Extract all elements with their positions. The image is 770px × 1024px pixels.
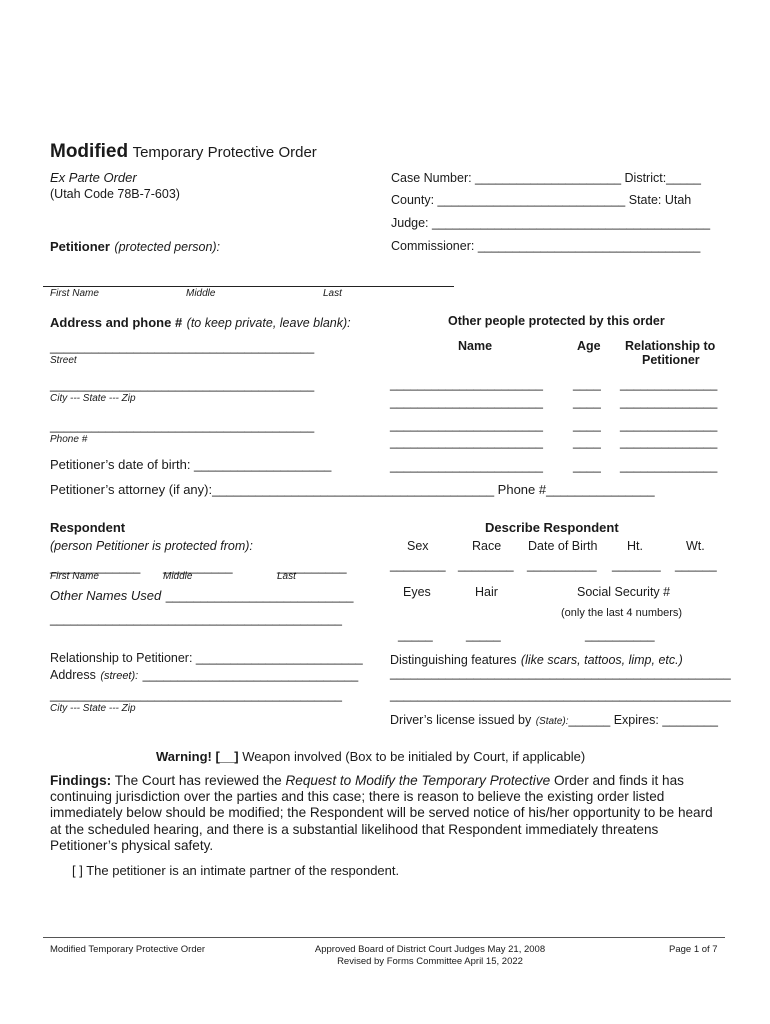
city-label: City --- State --- Zip (50, 393, 136, 404)
respondent-address-label: Address (50, 668, 96, 682)
describe-sex-field[interactable]: ________ (390, 558, 446, 572)
respondent-last-field[interactable]: __________ (277, 560, 347, 574)
others-name-3[interactable]: ______________________ (390, 418, 543, 432)
petitioner-heading (50, 238, 220, 256)
county-field[interactable]: County: ___________________________ State: Utah (391, 193, 692, 207)
intimate-partner-checkbox[interactable]: [ ] The petitioner is an intimate partner of the respondent. (72, 863, 400, 878)
judge-field[interactable]: Judge: ________________________________________ (391, 216, 711, 230)
respondent-last-label: Last (277, 571, 296, 582)
describe-ht-label: Ht. (627, 539, 643, 553)
license-field[interactable]: ______ Expires: ________ (568, 713, 718, 727)
others-age-4[interactable]: ____ (573, 435, 601, 449)
describe-wt-field[interactable]: ______ (675, 558, 717, 572)
commissioner-field[interactable]: Commissioner: ________________________________ (391, 239, 701, 253)
respondent-address-field[interactable]: _______________________________ (142, 668, 359, 682)
utah-code: (Utah Code 78B-7-603) (50, 187, 180, 201)
respondent-note: (person Petitioner is protected from): (50, 539, 253, 553)
case-number-field[interactable]: Case Number: _____________________ District:_____ (391, 171, 701, 185)
describe-eyes-label: Eyes (403, 585, 431, 599)
describe-sex-label: Sex (407, 539, 429, 553)
address-label: Address and phone # (50, 315, 183, 330)
others-rel-2[interactable]: ______________ (620, 395, 718, 409)
other-names-field[interactable]: ___________________________ (165, 589, 354, 603)
others-rel-1[interactable]: ______________ (620, 377, 718, 391)
license-label: Driver’s license issued by (390, 713, 532, 727)
describe-eyes-field[interactable]: _____ (398, 628, 433, 642)
petitioner-name-line[interactable] (43, 286, 454, 287)
petitioner-last-label: Last (323, 288, 342, 299)
others-name-1[interactable]: ______________________ (390, 377, 543, 391)
respondent-address-street: (street): (100, 670, 139, 682)
footer-left: Modified Temporary Protective Order (50, 944, 206, 955)
petitioner-note: (protected person): (114, 240, 221, 254)
respondent-first-label: First Name (50, 571, 99, 582)
warning-line (156, 749, 585, 764)
respondent-middle-label: Middle (163, 571, 193, 582)
form-title (50, 141, 317, 163)
describe-dob-label: Date of Birth (528, 539, 598, 553)
warning-box[interactable]: Warning! [__] (156, 749, 239, 764)
respondent-heading: Respondent (50, 520, 126, 535)
others-rel-4[interactable]: ______________ (620, 435, 718, 449)
respondent-address-line-2[interactable]: __________________________________________ (50, 688, 342, 702)
others-age-2[interactable]: ____ (573, 395, 601, 409)
footer-divider (43, 937, 725, 938)
describe-ssn-label: Social Security # (577, 585, 671, 599)
warning-text: Weapon involved (Box to be initialed by Court, if applicable) (242, 749, 586, 764)
others-name-4[interactable]: ______________________ (390, 435, 543, 449)
describe-ssn-note: (only the last 4 numbers) (561, 607, 683, 619)
features-note: (like scars, tattoos, limp, etc.) (520, 653, 683, 667)
describe-heading: Describe Respondent (485, 520, 619, 535)
others-age-5[interactable]: ____ (573, 459, 601, 473)
findings-paragraph (50, 773, 718, 854)
title-rest: Temporary Protective Order (132, 144, 317, 161)
others-age-1[interactable]: ____ (573, 377, 601, 391)
petitioner-dob-field[interactable]: Petitioner’s date of birth: ___________________ (50, 457, 332, 472)
street-label: Street (50, 355, 77, 366)
other-names-label: Other Names Used (50, 588, 162, 603)
describe-ssn-field[interactable]: __________ (585, 628, 655, 642)
respondent-relationship-field[interactable]: Relationship to Petitioner: ________________________ (50, 651, 363, 665)
findings-label: Findings: (50, 773, 112, 788)
describe-hair-label: Hair (475, 585, 498, 599)
other-names-row (50, 587, 353, 605)
respondent-city-label: City --- State --- Zip (50, 703, 136, 714)
petitioner-label: Petitioner (50, 239, 110, 254)
phone-label: Phone # (50, 434, 88, 445)
findings-text-2: Order and finds it has continuing jurisdiction over the parties and this case; there is reason to believe the existing order listed immediately below should be modified; the Respondent will be served notice of his/her opportunity to be heard at the scheduled hearing, and there is a substantial likelihood that Respondent immediately threatens Petitioner’s physical safety. (50, 773, 713, 853)
describe-hair-field[interactable]: _____ (466, 628, 501, 642)
describe-dob-field[interactable]: __________ (527, 558, 597, 572)
petitioner-attorney-field[interactable]: Petitioner’s attorney (if any):_______________________________________ Phone #_______________ (50, 482, 655, 497)
respondent-address-row (50, 666, 358, 684)
footer-center-2: Revised by Forms Committee April 15, 2022 (337, 956, 523, 967)
title-bold: Modified (50, 141, 129, 162)
other-names-line-2[interactable]: __________________________________________ (50, 612, 342, 626)
respondent-middle-field[interactable]: __________ (163, 560, 233, 574)
others-col-name: Name (458, 339, 493, 353)
others-name-5[interactable]: ______________________ (390, 459, 543, 473)
footer-center-1: Approved Board of District Court Judges May 21, 2008 (314, 944, 546, 955)
city-field[interactable]: ______________________________________ (50, 378, 315, 392)
describe-race-label: Race (472, 539, 502, 553)
describe-wt-label: Wt. (686, 539, 705, 553)
license-row (390, 711, 718, 729)
respondent-first-field[interactable]: _____________ (50, 560, 141, 574)
others-heading: Other people protected by this order (448, 314, 665, 328)
others-rel-5[interactable]: ______________ (620, 459, 718, 473)
petitioner-first-label: First Name (50, 288, 99, 299)
phone-field[interactable]: ______________________________________ (50, 419, 315, 433)
describe-ht-field[interactable]: _______ (612, 558, 661, 572)
features-line-1[interactable]: _________________________________________________ (390, 666, 731, 680)
others-name-2[interactable]: ______________________ (390, 395, 543, 409)
features-line-2[interactable]: _________________________________________________ (390, 688, 731, 702)
others-rel-3[interactable]: ______________ (620, 418, 718, 432)
others-col-rel-1: Relationship to (625, 339, 716, 353)
license-state-label: (State): (535, 716, 569, 727)
address-heading (50, 314, 351, 332)
subtitle: Ex Parte Order (50, 170, 137, 185)
describe-race-field[interactable]: ________ (458, 558, 514, 572)
address-note: (to keep private, leave blank): (186, 316, 351, 330)
street-field[interactable]: ______________________________________ (50, 340, 315, 354)
findings-text-1: The Court has reviewed the (114, 773, 282, 788)
others-age-3[interactable]: ____ (573, 418, 601, 432)
others-col-age: Age (577, 339, 601, 353)
petitioner-middle-label: Middle (186, 288, 216, 299)
features-label: Distinguishing features (390, 653, 517, 667)
footer-page-number: Page 1 of 7 (669, 944, 718, 955)
others-col-rel-2: Petitioner (642, 353, 700, 367)
findings-request: Request to Modify the Temporary Protective (285, 773, 551, 788)
